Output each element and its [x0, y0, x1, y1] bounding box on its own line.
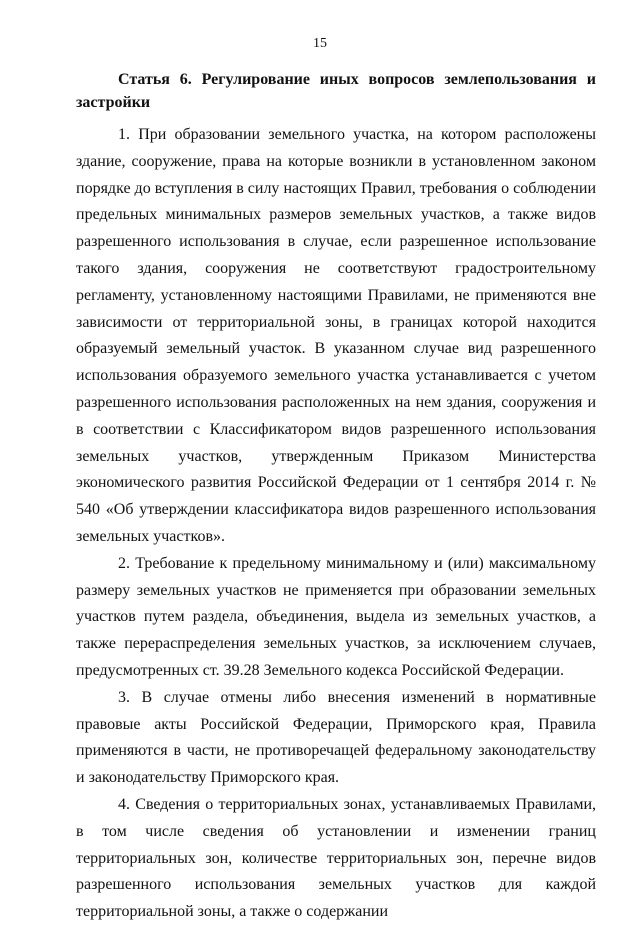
- paragraph-2: 2. Требование к предельному минимальному и (или) максимальному размеру земельных участков не применяется при образовании земельных участков путем раздела, объединения, выдела из земельных участков, а также перераспределения земельных участков, за исключением случаев, предусмотренных ст. 39.28 Земельного кодекса Российской Федерации.: [76, 554, 596, 679]
- document-body: [76, 68, 596, 926]
- article-heading: Статья 6. Регулирование иных вопросов землепользования и застройки: [76, 71, 596, 111]
- paragraph-3: 3. В случае отмены либо внесения изменений в нормативные правовые акты Российской Федерации, Приморского края, Правила применяются в части, не противоречащей федеральному законодательству и законодательству Приморского края.: [76, 688, 596, 787]
- paragraph-1: 1. При образовании земельного участка, на котором расположены здание, сооружение, права на которые возникли в установленном законом порядке до вступления в силу настоящих Правил, требования о соблюдении предельных минимальных размеров земельных участков, а также видов разрешенного использования в случае, если разрешенное использование такого здания, сооружения не соответствуют градостроительному регламенту, установленному настоящими Правилами, не применяются вне зависимости от территориальной зоны, в границах которой находится образуемый земельный участок. В указанном случае вид разрешенного использования образуемого земельного участка устанавливается с учетом разрешенного использования расположенных на нем здания, сооружения и в соответствии с Классификатором видов разрешенного использования земельных участков, утвержденным Приказом Министерства экономического развития Российской Федерации от 1 сентября 2014 г. № 540 «Об утверждении классификатора видов разрешенного использования земельных участков».: [76, 126, 596, 545]
- page-number: 15: [313, 36, 327, 51]
- paragraph-4: 4. Сведения о территориальных зонах, устанавливаемых Правилами, в том числе сведения об установлении и изменении границ территориальных зон, количестве территориальных зон, перечне видов разрешенного использования земельных участков для каждой территориальной зоны, а также о содержании: [76, 795, 596, 921]
